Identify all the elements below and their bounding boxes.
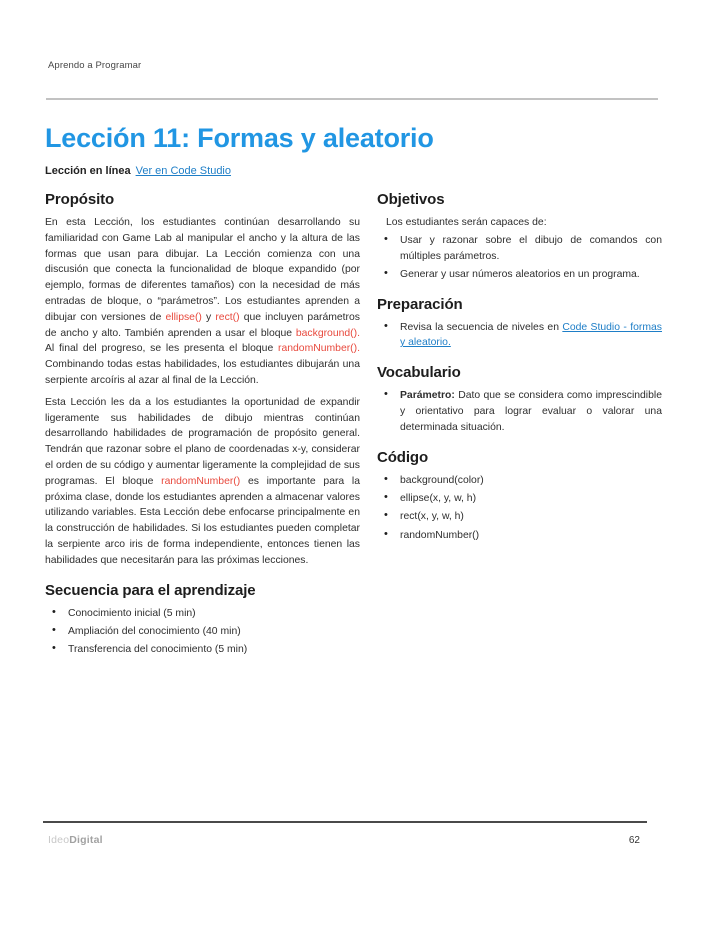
text-run: Al final del progreso, se les presenta el bloque [45, 343, 278, 355]
text-run: Esta Lección les da a los estudiantes la oportunidad de expandir ligeramente sus habilidades de dibujo mientras continúan desarrollando habilidades de programación de propósito general. Tendrán que razonar sobre el plano de coordenadas x-y, considerar el orden de su código y aumentar ligeramente la complejidad de sus programas. El bloque [45, 396, 360, 487]
proposito-paragraph-1 [45, 215, 360, 389]
codigo-list [377, 473, 662, 544]
text-code: randomNumber(). [278, 343, 360, 355]
text-run: En esta Lección, los estudiantes continúan desarrollando su familiaridad con Game Lab al manipular el ancho y la altura de las formas que usan para dibujar. La Lección comienza con una discusión que conecta la funcionalidad de bloque expandido (por ejemplo, formas de diferentes tamaños) con la necesidad de más entradas de bloque, o “parámetros”. Los estudiantes aprenden a dibujar con versiones de [45, 217, 360, 323]
code-studio-formas-link[interactable]: Code Studio - formas y aleatorio. [400, 321, 662, 349]
codigo-heading: Código [377, 448, 429, 466]
secuencia-item-1: • Conocimiento inicial (5 min) [45, 606, 360, 622]
footer-divider [43, 821, 647, 823]
preparacion-heading: Preparación [377, 295, 463, 313]
proposito-paragraph-2 [45, 395, 360, 569]
vocabulario-heading: Vocabulario [377, 364, 461, 382]
ver-en-code-studio-link[interactable]: Ver en Code Studio [135, 165, 231, 177]
objetivos-heading: Objetivos [377, 191, 445, 208]
ideodigital-logo [48, 834, 103, 846]
secuencia-item-3: • Transferencia del conocimiento (5 min) [45, 642, 360, 658]
secuencia-heading: Secuencia para el aprendizaje [45, 581, 256, 599]
vocabulario-item-1 [377, 388, 662, 435]
text-code: randomNumber() [161, 475, 241, 487]
codigo-item-1: • background(color) [377, 473, 662, 489]
preparacion-item-1 [377, 320, 662, 352]
page-title: Lección 11: Formas y aleatorio [45, 123, 434, 153]
left-column [45, 191, 360, 660]
text-run: que incluyen parámetros de ancho y alto. También aprenden a usar el bloque [45, 311, 360, 339]
objetivos-lead: Los estudiantes serán capaces de: [386, 217, 547, 228]
text-run: es importante para la próxima clase, donde los estudiantes aprenden a almacenar valores utilizando variables. Esta Lección debe enfocarse principalmente en la construcción de habilidades. Si los estudiantes pueden completar la serpiente arco iris de forma independiente, entonces tienen las habilidades que necesitarán para las próximas lecciones. [45, 475, 361, 566]
objetivos-item-1: • Usar y razonar sobre el dibujo de comandos con múltiples parámetros. [377, 233, 662, 265]
objetivos-list [377, 233, 662, 283]
header-divider [46, 98, 658, 100]
page-content [45, 122, 662, 660]
text-run: Combinando todas estas habilidades, los estudiantes dibujarán una serpiente arcoíris al azar al final de la Lección. [45, 359, 360, 386]
two-column-layout [45, 191, 662, 660]
footer [48, 834, 640, 846]
header-brand: Aprendo a Programar [48, 60, 142, 71]
right-column [377, 191, 662, 660]
preparacion-list [377, 320, 662, 352]
secuencia-list [45, 606, 360, 658]
logo-ideo-text: Ideo [48, 834, 70, 846]
secuencia-item-2: • Ampliación del conocimiento (40 min) [45, 624, 360, 640]
page-number: 62 [628, 835, 640, 846]
text-run: y [201, 311, 216, 323]
lesson-online-label: Lección en línea [45, 165, 131, 177]
logo-digital-text: Digital [69, 834, 103, 846]
text-code: rect() [215, 311, 240, 323]
text-run: Dato que se considera como imprescindible y orientativo para lograr evaluar o valorar una determinada situación. [400, 390, 662, 433]
text-code: ellipse() [165, 311, 202, 323]
codigo-item-3: • rect(x, y, w, h) [377, 509, 662, 525]
text-code: background(). [295, 327, 360, 339]
codigo-item-2: • ellipse(x, y, w, h) [377, 491, 662, 507]
lesson-online-row [45, 165, 662, 177]
objetivos-item-2: • Generar y usar números aleatorios en un programa. [377, 267, 662, 283]
codigo-item-4: • randomNumber() [377, 528, 662, 544]
proposito-heading: Propósito [45, 191, 115, 208]
text-run: Revisa la secuencia de niveles en [400, 321, 563, 333]
text-bold: Parámetro: [400, 390, 455, 402]
vocabulario-list [377, 388, 662, 435]
